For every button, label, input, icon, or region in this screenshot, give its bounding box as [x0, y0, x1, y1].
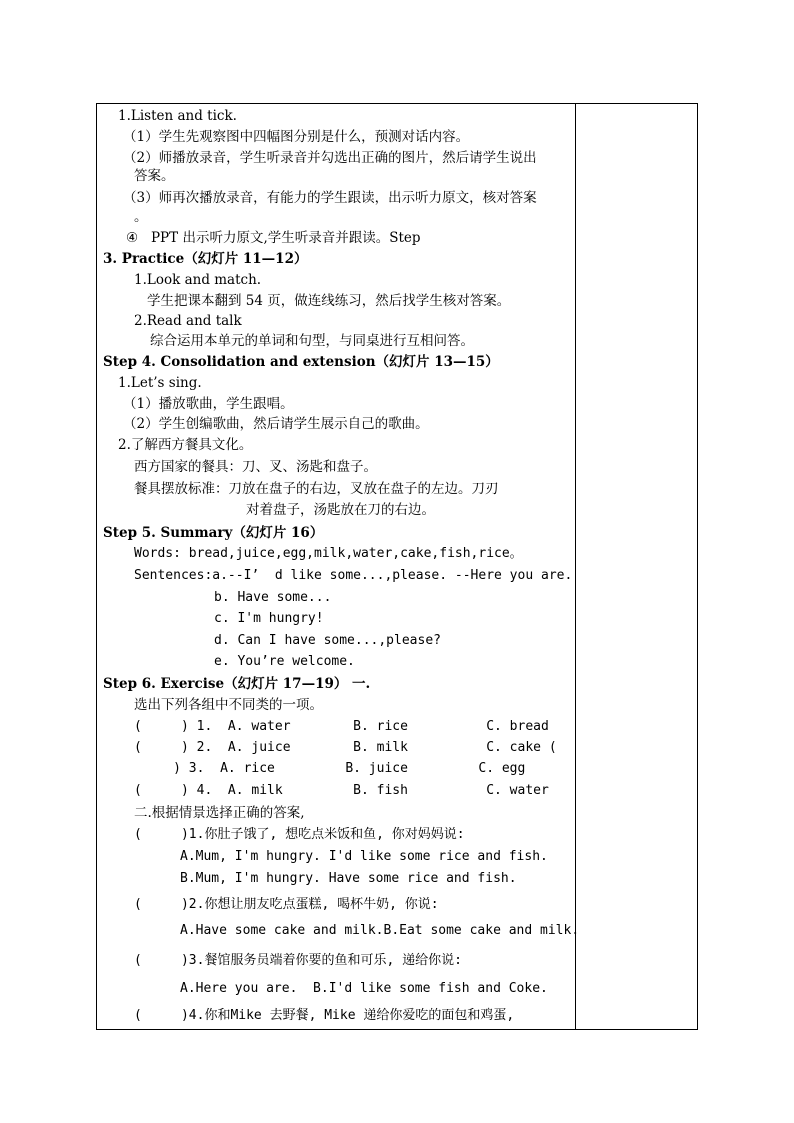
- text-line: d. Can I have some...,please?: [214, 633, 441, 648]
- section-heading: Step 5. Summary（幻灯片 16）: [103, 525, 324, 541]
- text-line: b. Have some...: [214, 590, 332, 605]
- text-line: （1）播放歌曲，学生跟唱。: [123, 396, 294, 412]
- answer-option: A.Have some cake and milk.B.Eat some cake and milk.: [180, 923, 580, 938]
- text-line: （1）学生先观察图中四幅图分别是什么，预测对话内容。: [123, 129, 470, 145]
- text-line: ④ PPT 出示听力原文,学生听录音并跟读。Step: [126, 230, 421, 246]
- text-line: 1.Listen and tick.: [118, 108, 237, 124]
- text-line: 2.了解西方餐具文化。: [118, 437, 253, 453]
- section-heading: Step 4. Consolidation and extension（幻灯片 13—15）: [103, 354, 499, 370]
- text-line: （2）学生创编歌曲，然后请学生展示自己的歌曲。: [123, 416, 429, 432]
- exercise-row: ( ) 2. A. juice B. milk C. cake (: [134, 740, 557, 755]
- answer-option: B.Mum, I'm hungry. Have some rice and fish.: [180, 871, 517, 886]
- exercise-question: ( )1.你肚子饿了, 想吃点米饭和鱼, 你对妈妈说:: [134, 827, 465, 842]
- text-line: 综合运用本单元的单词和句型，与同桌进行互相问答。: [150, 333, 474, 349]
- text-line: 二.根据情景选择正确的答案,: [134, 805, 305, 821]
- answer-option: A.Mum, I'm hungry. I'd like some rice and fish.: [180, 849, 548, 864]
- exercise-row: ) 3. A. rice B. juice C. egg: [134, 761, 526, 776]
- text-line: （2）师播放录音，学生听录音并勾选出正确的图片，然后请学生说出: [123, 150, 537, 166]
- text-line: 西方国家的餐具：刀、叉、汤匙和盘子。: [134, 459, 377, 475]
- text-line: 答案。: [134, 168, 175, 184]
- section-heading: Step 6. Exercise（幻灯片 17—19） 一.: [103, 676, 371, 692]
- exercise-row: ( ) 4. A. milk B. fish C. water: [134, 783, 549, 798]
- exercise-question: ( )3.餐馆服务员端着你要的鱼和可乐, 递给你说:: [134, 953, 462, 968]
- text-line: 。: [134, 209, 148, 225]
- text-line: 1.Let’s sing.: [118, 375, 202, 391]
- text-line: 1.Look and match.: [134, 272, 262, 288]
- text-line: 餐具摆放标准：刀放在盘子的右边，叉放在盘子的左边。刀刃: [134, 481, 499, 497]
- section-heading: 3. Practice（幻灯片 11—12）: [103, 251, 308, 267]
- exercise-question: ( )2.你想让朋友吃点蛋糕, 喝杯牛奶, 你说:: [134, 897, 439, 912]
- text-line: 2.Read and talk: [134, 313, 242, 329]
- text-line: Sentences:a.--I’ d like some...,please. --Here you are.: [134, 568, 573, 583]
- exercise-question: ( )4.你和Mike 去野餐, Mike 递给你爱吃的面包和鸡蛋,: [134, 1008, 515, 1023]
- table-column-divider: [575, 103, 576, 1030]
- text-line: 学生把课本翻到 54 页，做连线练习，然后找学生核对答案。: [147, 293, 511, 309]
- text-line: 选出下列各组中不同类的一项。: [134, 697, 323, 713]
- text-line: Words: bread,juice,egg,milk,water,cake,fish,rice。: [134, 546, 523, 561]
- answer-option: A.Here you are. B.I'd like some fish and Coke.: [180, 981, 548, 996]
- text-line: （3）师再次播放录音，有能力的学生跟读，出示听力原文，核对答案: [123, 190, 537, 206]
- exercise-row: ( ) 1. A. water B. rice C. bread: [134, 719, 549, 734]
- text-line: 对着盘子，汤匙放在刀的右边。: [246, 502, 435, 518]
- text-line: c. I'm hungry!: [214, 611, 324, 626]
- text-line: e. You’re welcome.: [214, 654, 355, 669]
